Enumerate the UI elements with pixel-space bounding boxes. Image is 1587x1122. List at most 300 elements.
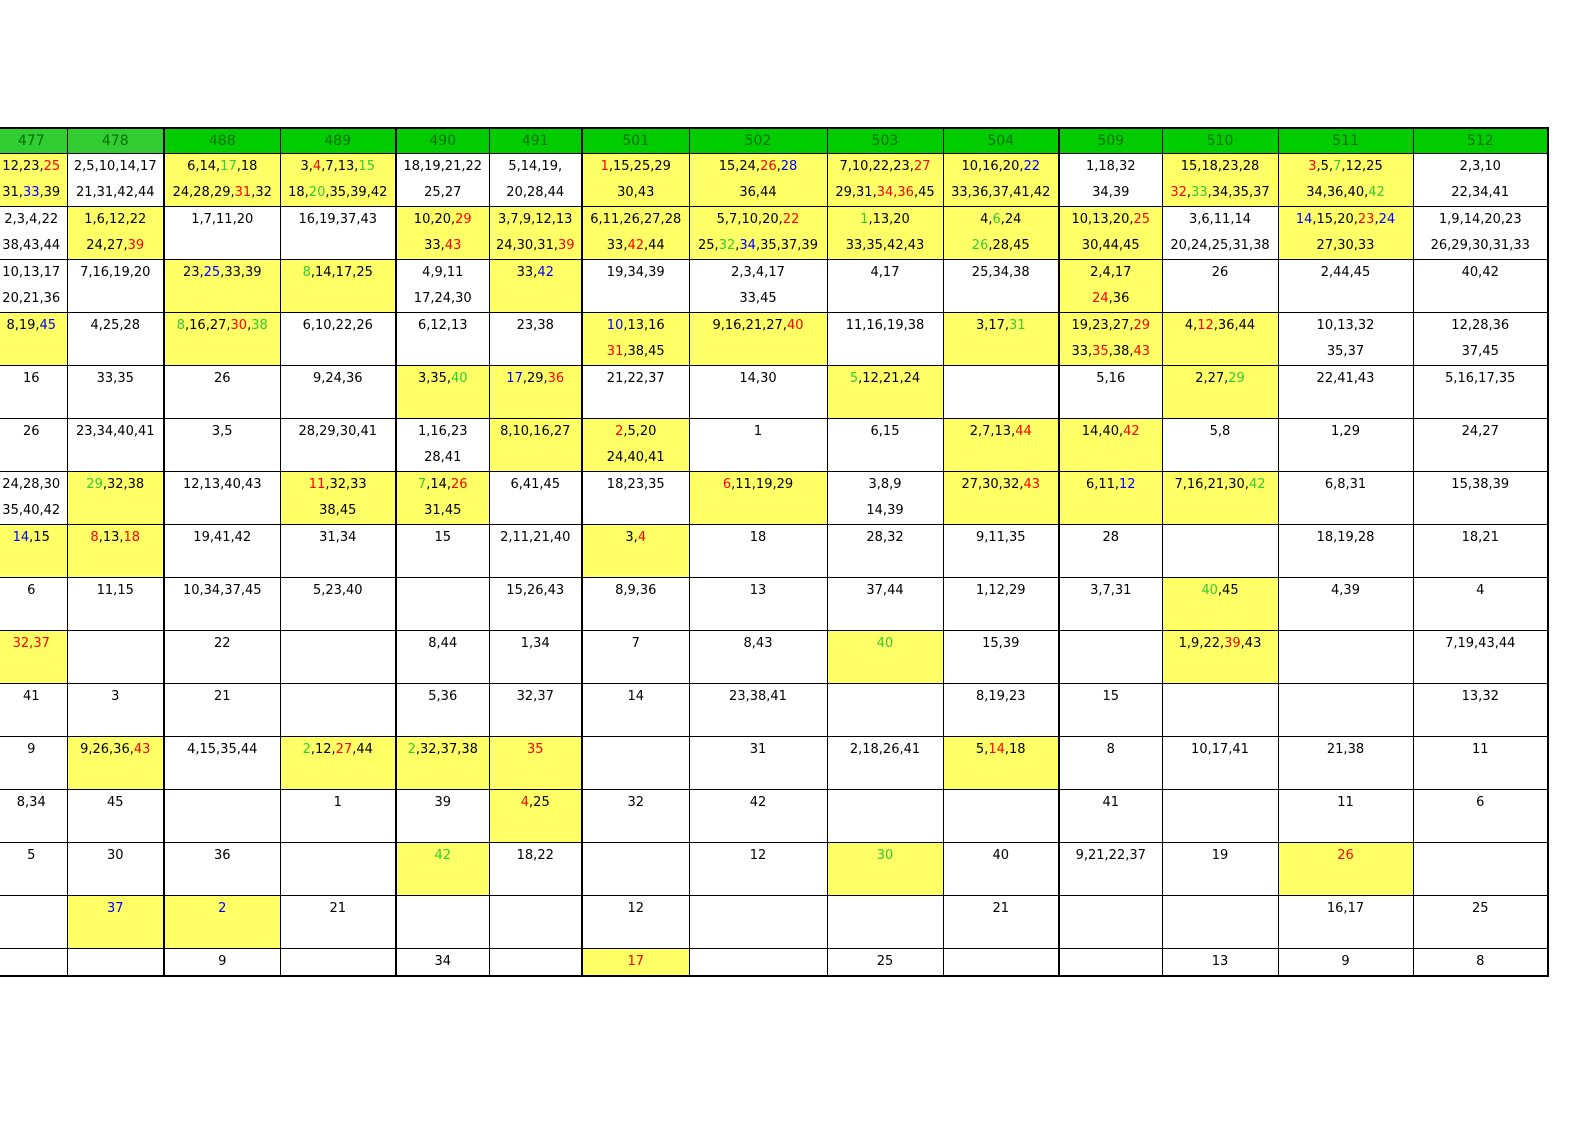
table-cell[interactable] bbox=[827, 631, 943, 684]
table-cell[interactable] bbox=[164, 896, 280, 949]
table-cell[interactable] bbox=[1162, 578, 1278, 631]
table-cell[interactable] bbox=[689, 313, 827, 366]
table-cell[interactable] bbox=[1059, 790, 1162, 843]
table-cell[interactable] bbox=[396, 790, 489, 843]
cell-number-segment: 39 bbox=[434, 795, 452, 810]
table-cell[interactable] bbox=[582, 366, 689, 419]
table-cell[interactable] bbox=[1413, 207, 1548, 260]
table-cell[interactable] bbox=[827, 843, 943, 896]
table-cell[interactable] bbox=[1162, 260, 1278, 313]
table-cell[interactable] bbox=[1278, 260, 1413, 313]
table-cell[interactable] bbox=[489, 207, 582, 260]
table-cell[interactable] bbox=[1162, 737, 1278, 790]
table-cell[interactable] bbox=[67, 313, 164, 366]
table-cell[interactable] bbox=[489, 843, 582, 896]
table-cell[interactable] bbox=[1059, 843, 1162, 896]
table-cell[interactable] bbox=[689, 472, 827, 525]
table-cell[interactable] bbox=[1162, 313, 1278, 366]
table-cell[interactable] bbox=[489, 578, 582, 631]
table-cell[interactable] bbox=[396, 419, 489, 472]
table-cell[interactable] bbox=[396, 154, 489, 207]
table-cell[interactable] bbox=[67, 366, 164, 419]
table-cell[interactable] bbox=[827, 737, 943, 790]
table-cell[interactable] bbox=[1059, 207, 1162, 260]
cell-number-segment: 7,16,21,30, bbox=[1174, 477, 1249, 492]
table-cell[interactable] bbox=[67, 260, 164, 313]
table-cell[interactable] bbox=[827, 419, 943, 472]
table-cell[interactable] bbox=[280, 366, 396, 419]
table-cell[interactable] bbox=[689, 419, 827, 472]
table-cell[interactable] bbox=[943, 260, 1059, 313]
table-cell[interactable] bbox=[582, 313, 689, 366]
table-cell[interactable] bbox=[164, 472, 280, 525]
cell-line bbox=[1060, 684, 1162, 710]
table-cell[interactable] bbox=[1278, 154, 1413, 207]
table-cell[interactable] bbox=[396, 843, 489, 896]
cell-number-segment: 25 bbox=[876, 954, 894, 969]
cell-number-segment: 25 bbox=[1471, 901, 1489, 916]
table-cell[interactable] bbox=[827, 525, 943, 578]
table-cell[interactable] bbox=[689, 260, 827, 313]
cell-number-segment: 28,29,30,41 bbox=[298, 424, 378, 439]
table-cell[interactable] bbox=[582, 154, 689, 207]
column-header-491: 491 bbox=[489, 128, 582, 154]
table-cell[interactable] bbox=[1413, 313, 1548, 366]
cell-line bbox=[0, 286, 67, 312]
table-cell[interactable] bbox=[1278, 472, 1413, 525]
table-row bbox=[0, 843, 1548, 896]
cell-number-segment: 5,23,40 bbox=[312, 583, 363, 598]
cell-number-segment: 25,27 bbox=[424, 185, 462, 200]
table-cell[interactable] bbox=[0, 154, 67, 207]
table-cell[interactable] bbox=[827, 949, 943, 977]
table-row bbox=[0, 684, 1548, 737]
table-cell[interactable] bbox=[582, 419, 689, 472]
cell-line bbox=[1414, 260, 1548, 286]
table-cell[interactable] bbox=[396, 366, 489, 419]
table-cell[interactable] bbox=[827, 366, 943, 419]
cell-line bbox=[828, 233, 943, 259]
table-cell[interactable] bbox=[1413, 790, 1548, 843]
table-cell[interactable] bbox=[0, 949, 67, 977]
column-header-489: 489 bbox=[280, 128, 396, 154]
cell-line bbox=[165, 578, 280, 604]
table-cell[interactable] bbox=[396, 896, 489, 949]
table-cell[interactable] bbox=[396, 737, 489, 790]
table-cell[interactable] bbox=[1162, 896, 1278, 949]
cell-number-segment: 2 bbox=[615, 424, 624, 439]
table-cell[interactable] bbox=[689, 896, 827, 949]
table-cell[interactable] bbox=[1278, 525, 1413, 578]
cell-line bbox=[1279, 578, 1413, 604]
cell-number-segment: 10,13,17 bbox=[2, 265, 61, 280]
cell-line bbox=[828, 313, 943, 339]
table-cell[interactable] bbox=[396, 313, 489, 366]
cell-line bbox=[1060, 313, 1162, 339]
cell-number-segment: 3,5 bbox=[211, 424, 233, 439]
cell-number-segment: 30 bbox=[106, 848, 124, 863]
table-cell[interactable] bbox=[1413, 949, 1548, 977]
table-cell[interactable] bbox=[164, 631, 280, 684]
cell-number-segment: ,25 bbox=[529, 795, 550, 810]
cell-number-segment: 8,34 bbox=[16, 795, 46, 810]
table-cell[interactable] bbox=[1413, 525, 1548, 578]
table-cell[interactable] bbox=[280, 525, 396, 578]
cell-number-segment: 42 bbox=[537, 265, 554, 280]
cell-number-segment: 26 bbox=[213, 371, 231, 386]
table-cell[interactable] bbox=[827, 313, 943, 366]
table-cell[interactable] bbox=[1162, 790, 1278, 843]
table-cell[interactable] bbox=[1413, 154, 1548, 207]
cell-number-segment: 40 bbox=[876, 636, 894, 651]
table-cell[interactable] bbox=[67, 419, 164, 472]
table-cell[interactable] bbox=[943, 631, 1059, 684]
table-cell[interactable] bbox=[582, 949, 689, 977]
cell-line bbox=[165, 154, 280, 180]
table-cell[interactable] bbox=[396, 631, 489, 684]
table-cell[interactable] bbox=[396, 949, 489, 977]
cell-line bbox=[281, 498, 396, 524]
cell-number-segment: ,14, bbox=[426, 477, 452, 492]
table-cell[interactable] bbox=[1278, 578, 1413, 631]
table-cell[interactable] bbox=[164, 843, 280, 896]
table-cell[interactable] bbox=[1162, 949, 1278, 977]
cell-line bbox=[944, 260, 1059, 286]
table-cell[interactable] bbox=[280, 684, 396, 737]
cell-number-segment: ,5,20 bbox=[623, 424, 657, 439]
table-cell[interactable] bbox=[0, 737, 67, 790]
table-cell[interactable] bbox=[1278, 631, 1413, 684]
table-cell[interactable] bbox=[164, 207, 280, 260]
cell-number-segment: 8 bbox=[1476, 954, 1485, 969]
table-cell[interactable] bbox=[943, 843, 1059, 896]
table-cell[interactable] bbox=[67, 896, 164, 949]
table-cell[interactable] bbox=[280, 419, 396, 472]
table-cell[interactable] bbox=[396, 578, 489, 631]
table-cell[interactable] bbox=[943, 472, 1059, 525]
table-cell[interactable] bbox=[582, 737, 689, 790]
table-cell[interactable] bbox=[489, 260, 582, 313]
table-cell[interactable] bbox=[1278, 207, 1413, 260]
table-cell[interactable] bbox=[1278, 737, 1413, 790]
table-cell[interactable] bbox=[1059, 737, 1162, 790]
table-cell[interactable] bbox=[1059, 313, 1162, 366]
cell-number-segment: ,28,45 bbox=[988, 238, 1030, 253]
table-cell[interactable] bbox=[827, 207, 943, 260]
table-cell[interactable] bbox=[582, 260, 689, 313]
cell-number-segment: 32,37 bbox=[12, 636, 50, 651]
table-cell[interactable] bbox=[164, 313, 280, 366]
cell-number-segment: 20,21,36 bbox=[2, 291, 61, 306]
cell-number-segment: 21 bbox=[213, 689, 231, 704]
table-cell[interactable] bbox=[280, 260, 396, 313]
table-cell[interactable] bbox=[0, 313, 67, 366]
table-cell[interactable] bbox=[280, 578, 396, 631]
table-cell[interactable] bbox=[0, 578, 67, 631]
table-cell[interactable] bbox=[943, 684, 1059, 737]
table-cell[interactable] bbox=[67, 154, 164, 207]
cell-line bbox=[690, 286, 827, 312]
table-cell[interactable] bbox=[1413, 684, 1548, 737]
table-cell[interactable] bbox=[1413, 472, 1548, 525]
table-cell[interactable] bbox=[0, 896, 67, 949]
table-cell[interactable] bbox=[67, 790, 164, 843]
cell-line bbox=[944, 737, 1059, 763]
table-cell[interactable] bbox=[827, 684, 943, 737]
cell-line bbox=[281, 366, 396, 392]
table-cell[interactable] bbox=[0, 472, 67, 525]
table-cell[interactable] bbox=[0, 525, 67, 578]
table-cell[interactable] bbox=[0, 366, 67, 419]
table-cell[interactable] bbox=[1162, 525, 1278, 578]
table-cell[interactable] bbox=[280, 896, 396, 949]
table-cell[interactable] bbox=[164, 525, 280, 578]
table-cell[interactable] bbox=[689, 949, 827, 977]
table-cell[interactable] bbox=[1278, 419, 1413, 472]
table-cell[interactable] bbox=[1059, 154, 1162, 207]
table-cell[interactable] bbox=[280, 207, 396, 260]
table-cell[interactable] bbox=[582, 472, 689, 525]
table-cell[interactable] bbox=[164, 737, 280, 790]
table-cell[interactable] bbox=[1162, 472, 1278, 525]
table-cell[interactable] bbox=[0, 790, 67, 843]
cell-line bbox=[1060, 207, 1162, 233]
cell-line bbox=[0, 207, 67, 233]
table-cell[interactable] bbox=[1278, 684, 1413, 737]
table-cell[interactable] bbox=[582, 896, 689, 949]
table-cell[interactable] bbox=[67, 843, 164, 896]
table-cell[interactable] bbox=[1059, 949, 1162, 977]
table-cell[interactable] bbox=[1278, 843, 1413, 896]
table-cell[interactable] bbox=[67, 737, 164, 790]
cell-number-segment: 12,13,40,43 bbox=[182, 477, 262, 492]
table-cell[interactable] bbox=[280, 843, 396, 896]
table-cell[interactable] bbox=[164, 578, 280, 631]
table-cell[interactable] bbox=[689, 154, 827, 207]
table-cell[interactable] bbox=[582, 525, 689, 578]
table-cell[interactable] bbox=[827, 154, 943, 207]
table-cell[interactable] bbox=[1059, 419, 1162, 472]
table-cell[interactable] bbox=[1278, 790, 1413, 843]
table-cell[interactable] bbox=[1278, 366, 1413, 419]
cell-line bbox=[1163, 631, 1278, 657]
cell-line bbox=[490, 233, 582, 259]
table-cell[interactable] bbox=[943, 366, 1059, 419]
cell-number-segment: 31, bbox=[2, 185, 23, 200]
table-cell[interactable] bbox=[1413, 843, 1548, 896]
table-cell[interactable] bbox=[164, 419, 280, 472]
table-cell[interactable] bbox=[1059, 260, 1162, 313]
cell-line bbox=[690, 419, 827, 445]
cell-number-segment: 29 bbox=[86, 477, 103, 492]
table-cell[interactable] bbox=[489, 313, 582, 366]
table-cell[interactable] bbox=[582, 207, 689, 260]
table-cell[interactable] bbox=[1278, 949, 1413, 977]
table-cell[interactable] bbox=[943, 578, 1059, 631]
cell-number-segment: 4 bbox=[520, 795, 530, 810]
table-cell[interactable] bbox=[280, 949, 396, 977]
table-cell[interactable] bbox=[1162, 207, 1278, 260]
table-cell[interactable] bbox=[689, 207, 827, 260]
table-cell[interactable] bbox=[1162, 843, 1278, 896]
table-cell[interactable] bbox=[1059, 366, 1162, 419]
table-cell[interactable] bbox=[280, 737, 396, 790]
table-cell[interactable] bbox=[689, 631, 827, 684]
table-cell[interactable] bbox=[396, 472, 489, 525]
cell-line bbox=[1279, 366, 1413, 392]
table-cell[interactable] bbox=[943, 790, 1059, 843]
cell-line bbox=[0, 419, 67, 445]
table-cell[interactable] bbox=[0, 419, 67, 472]
cell-number-segment: 24,28,30 bbox=[2, 477, 61, 492]
cell-number-segment: 19,34,39 bbox=[606, 265, 665, 280]
table-cell[interactable] bbox=[943, 896, 1059, 949]
table-cell[interactable] bbox=[827, 472, 943, 525]
table-cell[interactable] bbox=[689, 737, 827, 790]
table-cell[interactable] bbox=[0, 684, 67, 737]
table-cell[interactable] bbox=[582, 843, 689, 896]
table-cell[interactable] bbox=[396, 525, 489, 578]
table-cell[interactable] bbox=[67, 207, 164, 260]
table-cell[interactable] bbox=[280, 790, 396, 843]
table-cell[interactable] bbox=[1162, 631, 1278, 684]
table-cell[interactable] bbox=[1162, 419, 1278, 472]
table-cell[interactable] bbox=[164, 260, 280, 313]
table-cell[interactable] bbox=[943, 154, 1059, 207]
column-header-row bbox=[0, 128, 1548, 154]
table-cell[interactable] bbox=[827, 260, 943, 313]
table-cell[interactable] bbox=[280, 313, 396, 366]
table-cell[interactable] bbox=[1059, 525, 1162, 578]
cell-line bbox=[583, 525, 689, 551]
cell-number-segment: 26 bbox=[760, 159, 777, 174]
table-cell[interactable] bbox=[67, 949, 164, 977]
cell-number-segment: 14 bbox=[988, 742, 1005, 757]
table-cell[interactable] bbox=[689, 578, 827, 631]
table-cell[interactable] bbox=[280, 472, 396, 525]
table-cell[interactable] bbox=[396, 684, 489, 737]
table-cell[interactable] bbox=[0, 843, 67, 896]
table-cell[interactable] bbox=[164, 684, 280, 737]
table-cell[interactable] bbox=[164, 790, 280, 843]
cell-number-segment: 35 bbox=[1092, 344, 1109, 359]
table-cell[interactable] bbox=[1059, 896, 1162, 949]
table-cell[interactable] bbox=[164, 949, 280, 977]
table-cell[interactable] bbox=[1162, 366, 1278, 419]
table-cell[interactable] bbox=[280, 154, 396, 207]
table-cell[interactable] bbox=[164, 366, 280, 419]
table-cell[interactable] bbox=[0, 631, 67, 684]
table-cell[interactable] bbox=[280, 631, 396, 684]
table-cell[interactable] bbox=[1059, 631, 1162, 684]
table-cell[interactable] bbox=[582, 578, 689, 631]
cell-number-segment: 1,34 bbox=[520, 636, 550, 651]
table-cell[interactable] bbox=[943, 737, 1059, 790]
table-cell[interactable] bbox=[689, 366, 827, 419]
table-cell[interactable] bbox=[1413, 419, 1548, 472]
table-cell[interactable] bbox=[689, 790, 827, 843]
table-cell[interactable] bbox=[0, 260, 67, 313]
cell-number-segment: 6,15 bbox=[870, 424, 900, 439]
table-cell[interactable] bbox=[827, 578, 943, 631]
cell-line bbox=[1414, 684, 1548, 710]
table-cell[interactable] bbox=[1413, 366, 1548, 419]
table-cell[interactable] bbox=[1059, 472, 1162, 525]
table-cell[interactable] bbox=[0, 207, 67, 260]
table-cell[interactable] bbox=[489, 366, 582, 419]
table-cell[interactable] bbox=[489, 525, 582, 578]
table-cell[interactable] bbox=[1059, 578, 1162, 631]
table-cell[interactable] bbox=[943, 313, 1059, 366]
table-cell[interactable] bbox=[1413, 578, 1548, 631]
table-cell[interactable] bbox=[582, 631, 689, 684]
table-cell[interactable] bbox=[489, 684, 582, 737]
cell-number-segment: 31 bbox=[749, 742, 767, 757]
cell-number-segment: ,33,39 bbox=[220, 265, 262, 280]
cell-line bbox=[1163, 207, 1278, 233]
cell-number-segment: 29,31, bbox=[835, 185, 877, 200]
table-cell[interactable] bbox=[582, 684, 689, 737]
table-cell[interactable] bbox=[67, 631, 164, 684]
table-cell[interactable] bbox=[943, 419, 1059, 472]
cell-number-segment: 33 bbox=[1191, 185, 1208, 200]
cell-number-segment: 27,30,33 bbox=[1316, 238, 1375, 253]
table-cell[interactable] bbox=[1162, 684, 1278, 737]
table-cell[interactable] bbox=[943, 949, 1059, 977]
table-cell[interactable] bbox=[164, 154, 280, 207]
table-cell[interactable] bbox=[489, 631, 582, 684]
table-cell[interactable] bbox=[396, 260, 489, 313]
table-cell[interactable] bbox=[1413, 896, 1548, 949]
cell-number-segment: 9,24,36 bbox=[312, 371, 363, 386]
table-cell[interactable] bbox=[689, 684, 827, 737]
table-cell[interactable] bbox=[1413, 631, 1548, 684]
table-cell[interactable] bbox=[489, 949, 582, 977]
table-cell[interactable] bbox=[67, 578, 164, 631]
cell-line bbox=[828, 419, 943, 445]
table-cell[interactable] bbox=[1278, 896, 1413, 949]
table-cell[interactable] bbox=[1278, 313, 1413, 366]
table-cell[interactable] bbox=[489, 896, 582, 949]
table-cell[interactable] bbox=[67, 684, 164, 737]
table-cell[interactable] bbox=[489, 737, 582, 790]
table-cell[interactable] bbox=[943, 207, 1059, 260]
table-cell[interactable] bbox=[1413, 737, 1548, 790]
cell-line bbox=[1279, 525, 1413, 551]
table-cell[interactable] bbox=[582, 790, 689, 843]
table-cell[interactable] bbox=[1162, 154, 1278, 207]
cell-number-segment: 2,3,4,22 bbox=[4, 212, 59, 227]
cell-number-segment: 29 bbox=[1133, 318, 1151, 333]
table-cell[interactable] bbox=[689, 843, 827, 896]
table-cell[interactable] bbox=[827, 790, 943, 843]
table-cell[interactable] bbox=[1059, 684, 1162, 737]
table-cell[interactable] bbox=[67, 525, 164, 578]
table-cell[interactable] bbox=[489, 154, 582, 207]
table-cell[interactable] bbox=[489, 472, 582, 525]
table-cell[interactable] bbox=[943, 525, 1059, 578]
table-cell[interactable] bbox=[689, 525, 827, 578]
table-cell[interactable] bbox=[489, 419, 582, 472]
cell-line bbox=[1163, 949, 1278, 975]
table-cell[interactable] bbox=[67, 472, 164, 525]
cell-number-segment: ,12,21,24 bbox=[858, 371, 921, 386]
table-cell[interactable] bbox=[1413, 260, 1548, 313]
table-cell[interactable] bbox=[827, 896, 943, 949]
table-cell[interactable] bbox=[396, 207, 489, 260]
cell-number-segment: 42 bbox=[434, 848, 452, 863]
table-cell[interactable] bbox=[489, 790, 582, 843]
